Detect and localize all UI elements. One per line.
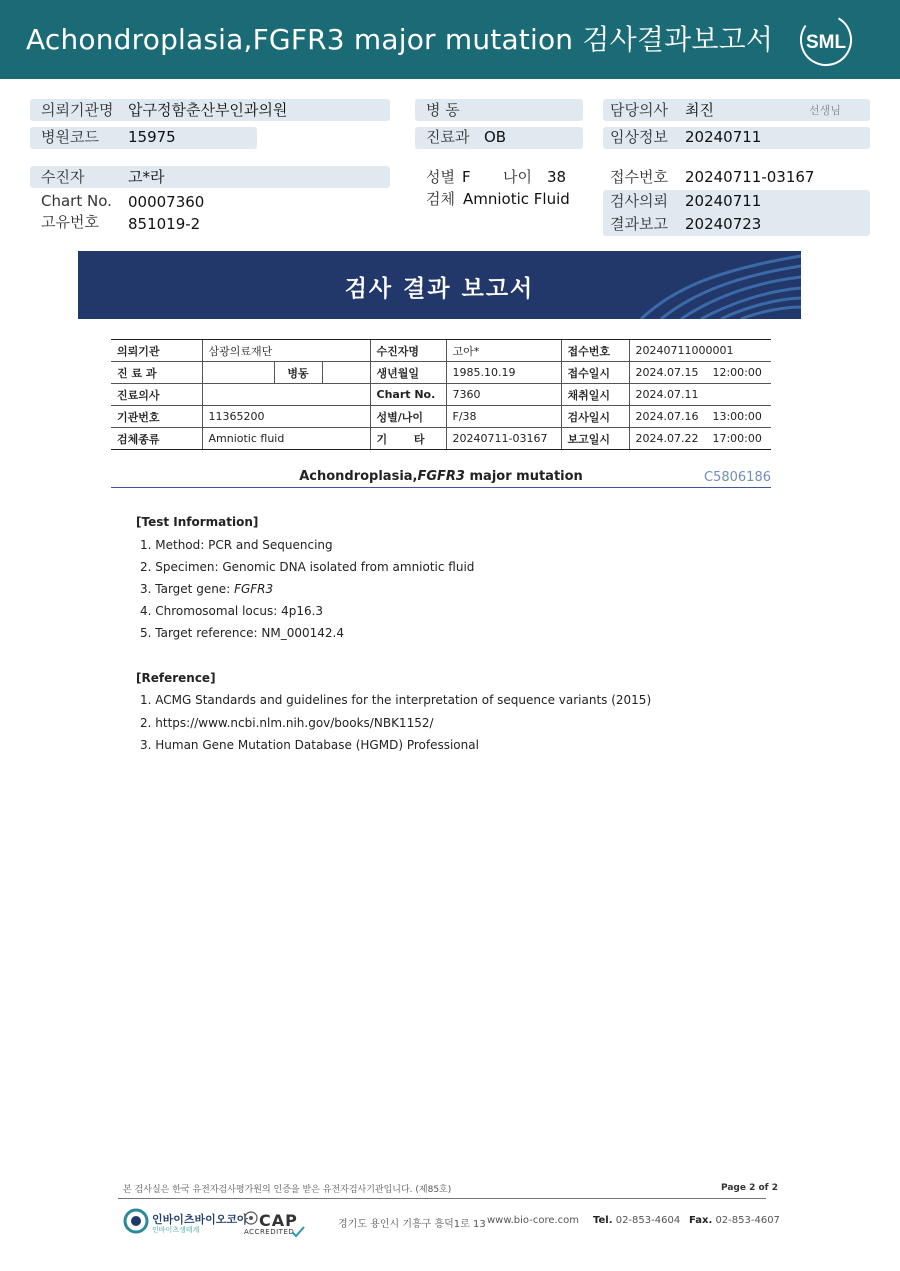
dept-label: 진료과 [426,128,470,146]
test-title-suffix: major mutation [464,469,583,484]
hospital-code-label: 병원코드 [41,128,99,146]
institution-label: 의뢰기관명 [41,101,114,119]
table-header-cell: 채취일시 [561,384,629,406]
request-label: 검사의뢰 [610,192,668,210]
clinical-value: 20240711 [685,128,762,146]
table-cell: F/38 [446,406,561,428]
list-item: 4. Chromosomal locus: 4p16.3 [140,604,324,618]
ward-label: 병 동 [426,101,460,119]
footer-fax [689,1215,780,1226]
request-value: 20240711 [685,192,762,210]
table-header-cell: 진료의사 [111,384,202,406]
tel-label: Tel. [593,1215,613,1226]
table-cell: 20240711000001 [629,340,771,362]
test-title-line [111,468,771,488]
table-cell [322,362,370,384]
table-cell: 2024.07.22 17:00:00 [629,428,771,450]
test-title [111,469,771,484]
doctor-suffix: 선생님 [809,104,841,117]
fax-label: Fax. [689,1215,713,1226]
table-header-cell: 검사일시 [561,406,629,428]
receipt-label: 접수번호 [610,168,668,186]
test-code: C5806186 [704,470,771,485]
table-header-cell: Chart No. [370,384,446,406]
table-header-cell: 진 료 과 [111,362,202,384]
table-header-cell: 생년월일 [370,362,446,384]
result-banner [78,251,801,319]
list-item: 2. Specimen: Genomic DNA isolated from amniotic fluid [140,560,475,574]
report-header [0,0,900,79]
report-date-label: 결과보고 [610,215,668,233]
footer-certification-note: 본 검사실은 한국 유전자검사평가원의 인증을 받은 유전자검사기관입니다. (제85호) [123,1185,452,1195]
doctor-value: 최진 [685,101,714,119]
specimen-value: Amniotic Fluid [463,190,570,208]
list-item: 5. Target reference: NM_000142.4 [140,626,344,640]
table-cell: 2024.07.16 13:00:00 [629,406,771,428]
report-detail-table [111,339,771,450]
patient-value: 고*라 [128,168,165,186]
chart-value: 00007360 [128,193,205,211]
table-cell: 20240711-03167 [446,428,561,450]
cap-accredited-text: ACCREDITED [244,1228,295,1236]
banner-title: 검사 결과 보고서 [344,276,535,302]
clinical-label: 임상정보 [610,128,668,146]
list-item: 1. Method: PCR and Sequencing [140,538,333,552]
sex-label: 성별 [426,168,455,186]
patient-label: 수진자 [41,168,85,186]
table-cell: Amniotic fluid [202,428,370,450]
table-header-cell: 성별/나이 [370,406,446,428]
footer-divider [118,1198,766,1199]
cap-text: CAP [259,1211,298,1230]
age-value: 38 [547,168,567,186]
table-cell: 2024.07.11 [629,384,771,406]
cap-accreditation-logo [243,1206,307,1240]
report-date-value: 20240723 [685,215,762,233]
list-item [140,582,273,596]
table-header-cell: 접수일시 [561,362,629,384]
id-label: 고유번호 [41,213,99,231]
table-cell: 1985.10.19 [446,362,561,384]
table-header-cell: 병동 [274,362,322,384]
footer-tel [593,1215,680,1226]
check-icon [291,1226,305,1238]
table-cell: 2024.07.15 12:00:00 [629,362,771,384]
cap-seal-icon [243,1210,259,1230]
target-gene-label: 3. Target gene: [140,582,235,596]
report-title: Achondroplasia,FGFR3 major mutation 검사결과보고서 [26,23,774,56]
company-subtitle: 인바이츠생태계 [152,1226,200,1234]
target-gene-value: FGFR3 [234,582,274,596]
test-title-prefix: Achondroplasia, [299,469,418,484]
sex-value: F [462,168,471,186]
fax-value: 02-853-4607 [715,1215,780,1226]
reference-heading: [Reference] [136,671,216,685]
table-row [111,362,771,384]
company-logo-icon [123,1208,149,1234]
id-value: 851019-2 [128,215,201,233]
tel-value: 02-853-4604 [615,1215,681,1226]
page-number: Page 2 of 2 [721,1183,778,1193]
table-cell: 11365200 [202,406,370,428]
table-header-cell: 보고일시 [561,428,629,450]
list-item: 3. Human Gene Mutation Database (HGMD) Professional [140,738,479,752]
footer-website[interactable]: www.bio-core.com [487,1215,580,1226]
table-cell [202,384,370,406]
table-cell [202,362,274,384]
table-header-cell: 접수번호 [561,340,629,362]
table-header-cell: 의뢰기관 [111,340,202,362]
table-row [111,428,771,450]
table-cell: 고아* [446,340,561,362]
table-header-cell: 기관번호 [111,406,202,428]
doctor-label: 담당의사 [610,101,668,119]
list-item: 2. https://www.ncbi.nlm.nih.gov/books/NBK1152/ [140,716,434,730]
hospital-code-value: 15975 [128,128,176,146]
institution-value: 압구정함춘산부인과의원 [128,101,288,119]
test-info-heading: [Test Information] [136,515,259,529]
specimen-label: 검체 [426,190,455,208]
table-header-cell: 검체종류 [111,428,202,450]
sml-logo-text: SML [805,32,847,53]
list-item: 1. ACMG Standards and guidelines for the interpretation of sequence variants (2015) [140,693,652,707]
age-label: 나이 [503,168,532,186]
footer-address: 경기도 용인시 기흥구 흥덕1로 13 [338,1219,486,1230]
table-row [111,406,771,428]
test-title-gene: FGFR3 [417,469,465,484]
table-cell: 삼광의료재단 [202,340,370,362]
receipt-value: 20240711-03167 [685,168,815,186]
table-cell: 7360 [446,384,561,406]
chart-label: Chart No. [41,192,112,210]
table-row [111,340,771,362]
company-name: 인바이츠바이오코아 [152,1213,248,1226]
table-header-cell: 기 타 [370,428,446,450]
table-header-cell: 수진자명 [370,340,446,362]
dept-value: OB [484,128,507,146]
sml-logo [798,12,854,68]
table-row [111,384,771,406]
